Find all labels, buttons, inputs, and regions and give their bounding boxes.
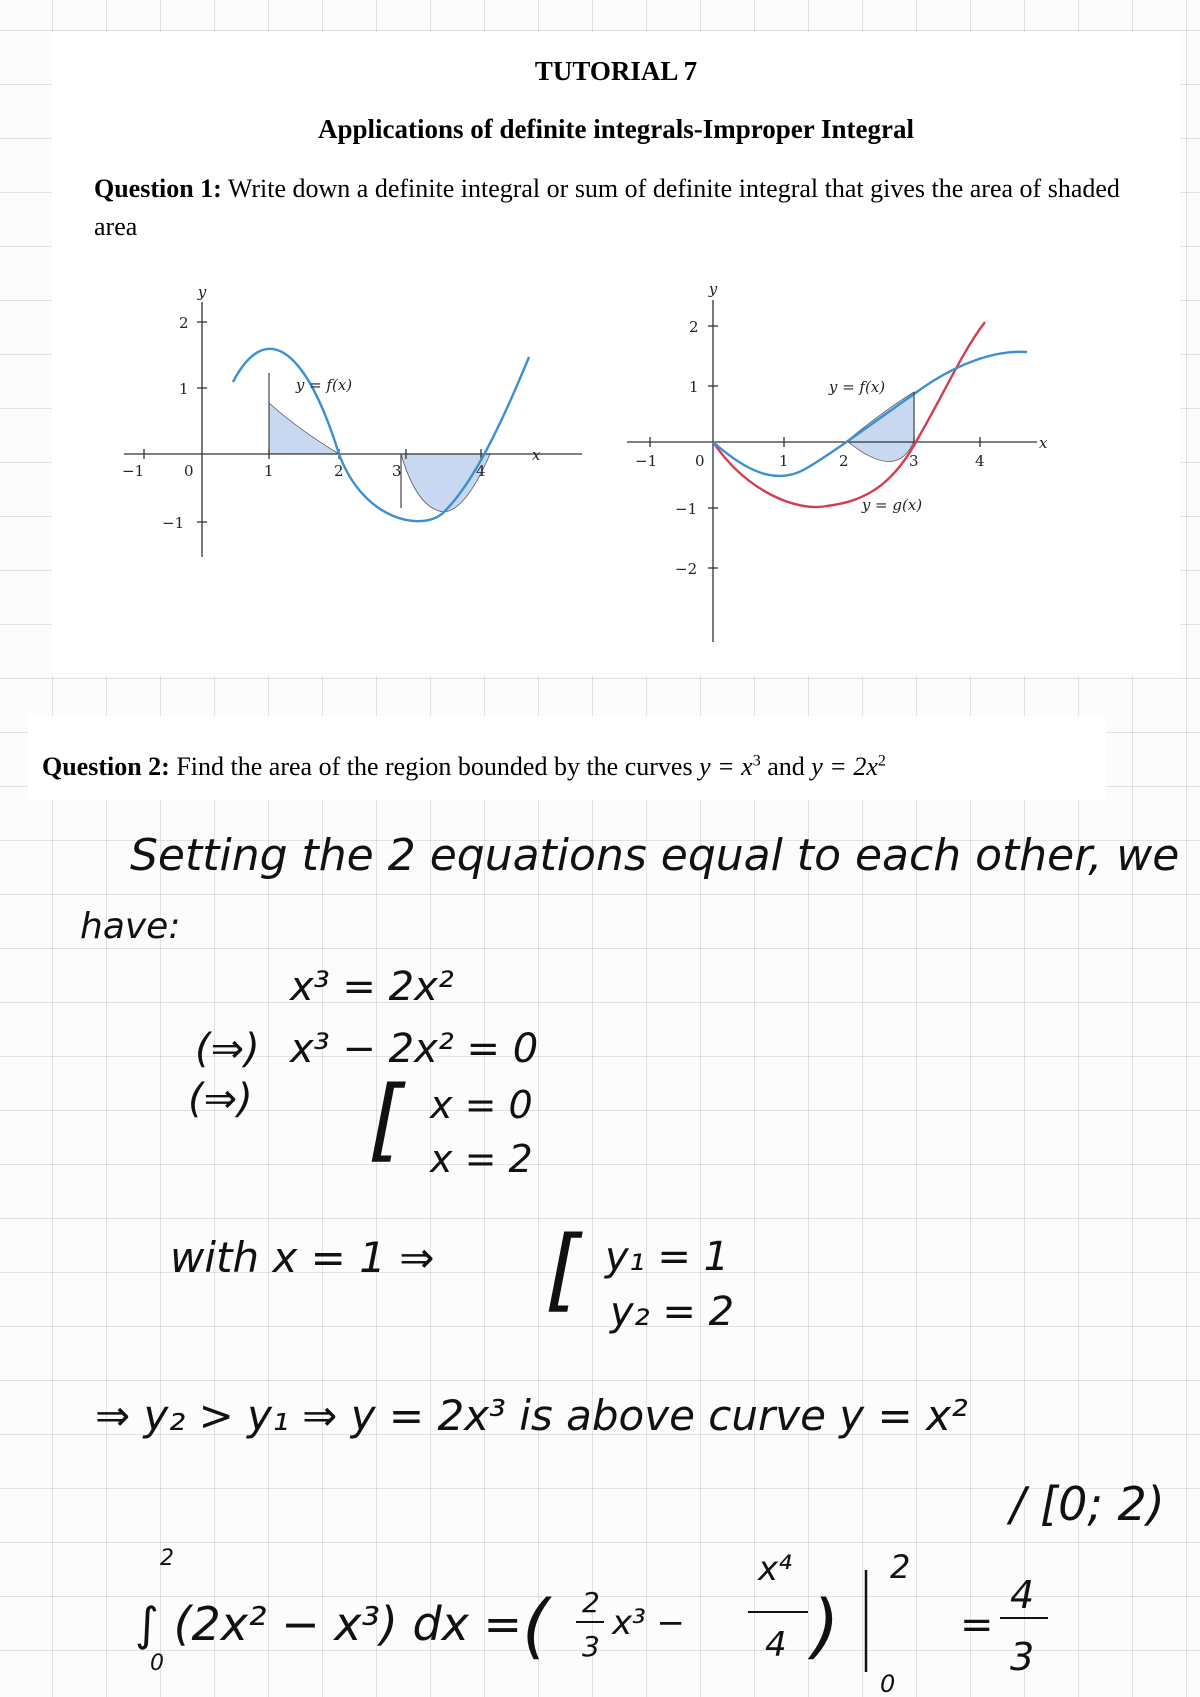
graph-2-tick-y-1: 1 xyxy=(689,378,699,396)
hw-anti-a-den: 3 xyxy=(582,1630,600,1663)
tutorial-title: TUTORIAL 7 xyxy=(534,56,698,86)
hw-anti-b-den: 4 xyxy=(765,1625,787,1665)
hw-bracket-2: [ xyxy=(545,1217,581,1322)
graph-1-tick-x-1: 1 xyxy=(264,462,274,480)
question-1-label: Question 1: xyxy=(94,174,222,203)
hw-conclusion: ⇒ y₂ > y₁ ⇒ y = 2x³ is above curve y = x² xyxy=(95,1391,968,1440)
graph-2-tick-y-m2: −2 xyxy=(675,560,698,578)
graph-2-tick-x-4: 4 xyxy=(975,452,985,470)
graph-1-tick-x-0: 0 xyxy=(184,462,194,480)
graph-2-tick-x-0: 0 xyxy=(695,452,705,470)
hw-integrand: ∫ (2x² − x³) dx = xyxy=(135,1597,523,1651)
hw-anti-a-var: x³ − xyxy=(612,1603,686,1643)
hw-eq-2: x³ − 2x² = 0 xyxy=(290,1026,539,1072)
graph-1-curve-label: y = f(x) xyxy=(295,376,353,394)
question-2-exp-1: 3 xyxy=(752,752,761,770)
hw-eval-upper: 2 xyxy=(890,1548,911,1586)
graph-2-tick-x-m1: −1 xyxy=(635,452,658,470)
handwritten-solution xyxy=(0,800,1200,1697)
hw-bracket-1: [ xyxy=(368,1067,404,1172)
question-2-exp-2: 2 xyxy=(877,752,886,770)
graph-1-y-label: y xyxy=(197,283,207,301)
question-2-label: Question 2: xyxy=(42,752,170,781)
hw-result-equals: = xyxy=(960,1602,994,1648)
hw-with: with x = 1 ⇒ xyxy=(170,1233,435,1282)
hw-eval-lower: 0 xyxy=(880,1670,896,1697)
hw-result-num: 4 xyxy=(1010,1573,1035,1617)
hw-interval: / [0; 2) xyxy=(1010,1477,1165,1531)
graph-1-tick-x-m1: −1 xyxy=(122,462,145,480)
graph-2-tick-y-2: 2 xyxy=(689,318,699,336)
tutorial-subtitle: Applications of definite integrals-Improper Integral xyxy=(318,114,914,144)
question-2-text: Find the area of the region bounded by the curves xyxy=(176,752,693,781)
hw-anti-a-num: 2 xyxy=(582,1586,600,1619)
question-2 xyxy=(42,752,886,782)
hw-integral-upper: 2 xyxy=(160,1546,174,1571)
hw-root-2: x = 2 xyxy=(430,1137,533,1181)
hw-result-den: 3 xyxy=(1010,1635,1035,1679)
question-2-curve-2: y = 2x xyxy=(811,752,878,781)
hw-y2: y₂ = 2 xyxy=(610,1289,735,1335)
graph-2-curve-g xyxy=(713,322,985,507)
graph-1-tick-x-2: 2 xyxy=(334,462,344,480)
graph-2-g-label: y = g(x) xyxy=(861,496,923,514)
graph-1-tick-x-4: 4 xyxy=(476,462,486,480)
question-2-and: and xyxy=(767,752,805,781)
graph-1-shade-left xyxy=(269,403,339,454)
hw-root-1: x = 0 xyxy=(430,1083,533,1127)
graph-2-tick-x-1: 1 xyxy=(779,452,789,470)
hw-line-1: Setting the 2 equations equal to each other, we xyxy=(130,830,1180,881)
graph-1-tick-y-m1: −1 xyxy=(162,514,185,532)
question-1-text: Write down a definite integral or sum of definite integral that gives the area of shaded area xyxy=(94,174,1120,241)
graph-2 xyxy=(627,272,1127,642)
hw-y1: y₁ = 1 xyxy=(605,1234,730,1280)
hw-line-2: have: xyxy=(80,906,181,947)
graph-1 xyxy=(114,272,614,602)
graph-2-f-label: y = f(x) xyxy=(828,378,886,396)
graph-1-tick-x-3: 3 xyxy=(392,462,402,480)
hw-integral-lower: 0 xyxy=(150,1651,164,1676)
graph-1-x-label: x xyxy=(532,446,541,464)
hw-paren-open: ( xyxy=(522,1585,550,1667)
graph-2-tick-y-m1: −1 xyxy=(675,500,698,518)
graph-1-tick-y-2: 2 xyxy=(179,314,189,332)
question-1 xyxy=(94,170,1164,246)
hw-anti-b-num: x⁴ xyxy=(758,1549,792,1589)
graph-2-y-label: y xyxy=(708,280,718,298)
graph-2-tick-x-2: 2 xyxy=(839,452,849,470)
tutorial-page xyxy=(52,32,1180,676)
graph-2-tick-x-3: 3 xyxy=(909,452,919,470)
question-2-strip xyxy=(28,716,1106,800)
graph-1-tick-y-1: 1 xyxy=(179,380,189,398)
hw-eq-2-prefix: (⇒) xyxy=(195,1026,260,1072)
hw-paren-close: ) xyxy=(812,1585,840,1667)
question-2-curve-1: y = x xyxy=(699,752,753,781)
graph-2-x-label: x xyxy=(1039,434,1048,452)
hw-eq-1: x³ = 2x² xyxy=(290,964,454,1010)
hw-eq-3-prefix: (⇒) xyxy=(188,1076,253,1122)
